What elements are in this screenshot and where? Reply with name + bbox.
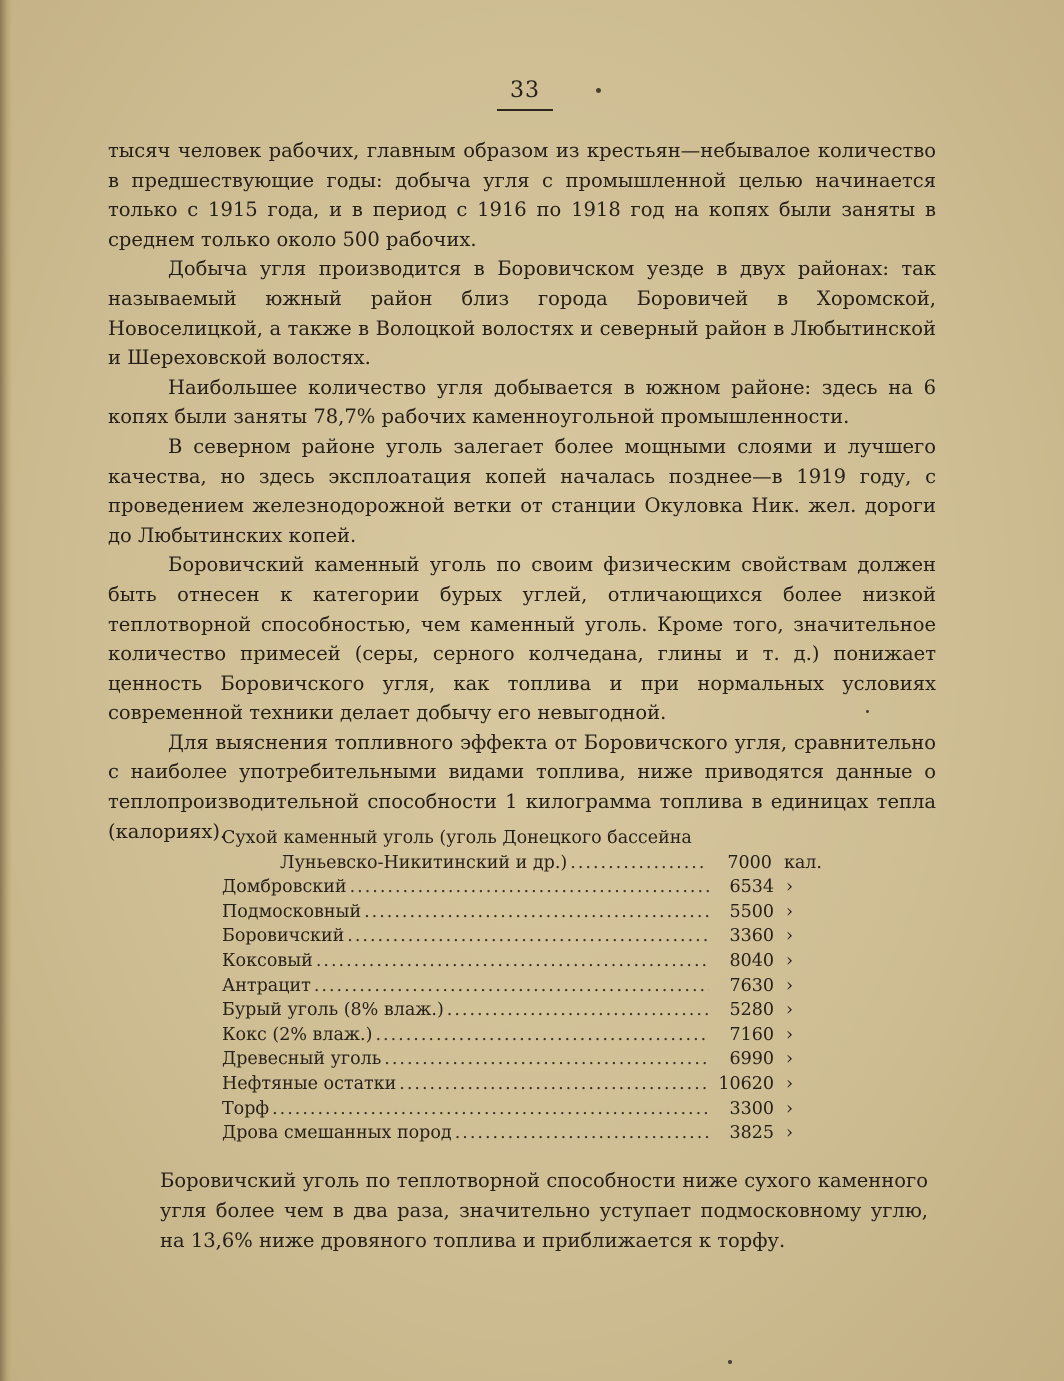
ditto-mark: › [786,1024,793,1045]
fuel-name: Торф [222,1098,270,1119]
dot-leader [447,998,709,1023]
calorie-value: 3825 [729,1123,774,1144]
dot-leader [314,974,709,999]
print-speck [596,88,601,93]
page-number-rule [497,109,553,111]
paragraph: Боровичский каменный уголь по своим физическим свойствам должен быть отнесен к категории бурых углей, отличающихся более низкой теплотворной способностью, чем каменный уголь. Кроме того, значительное количество примесей (серы, серного колчедана, глины и т. д.) понижает ценность Боровичского угля, как топлива и при нормальных условиях современной техники делает добычу его невыгодной. [108,553,936,725]
dot-leader [570,851,707,876]
table-row [222,1072,822,1097]
table-row [222,974,822,999]
calorie-value: 5500 [729,901,774,922]
table-header-text: Сухой каменный уголь (уголь Донецкого бассейна [222,828,692,848]
fuel-name: Домбровский [222,877,347,898]
paragraph: В северном районе уголь залегает более мощными слоями и лучшего качества, но здесь эксплоатация копей началась позднее—в 1919 году, с проведением железнодорожной ветки от станции Окуловка Ник. жел. дороги до Любытинских копей. [108,434,936,547]
fuel-name: Бурый уголь (8% влаж.) [222,1000,444,1021]
table-row [222,1047,822,1072]
ditto-mark: › [786,1098,793,1119]
table-row [222,875,822,900]
calorie-value: 8040 [729,950,774,971]
dot-leader [399,1072,709,1097]
calorie-value: 3360 [729,926,774,947]
fuel-name: Луньевско-Никитинский и др.) [280,852,568,873]
calorie-value: 7000 [727,852,772,873]
ditto-mark: › [786,877,793,898]
fuel-name: Дрова смешанных пород [222,1123,452,1144]
unit-label: кал. [783,852,822,873]
table-row [222,998,822,1023]
calorie-value: 6990 [729,1049,774,1070]
ditto-mark: › [786,1073,793,1094]
print-speck [866,710,869,713]
ditto-mark: › [786,1049,793,1070]
paragraph: Добыча угля производится в Боровичском уезде в двух районах: так называемый южный район близ города Боровичей в Хоромской, Новоселицкой, а также в Волоцкой волостях и северный район в Любытинской и Шереховской волостях. [108,257,936,370]
calorie-value: 7160 [729,1024,774,1045]
fuel-name: Нефтяные остатки [222,1073,397,1094]
paragraph: Наибольшее количество угля добывается в южном районе: здесь на 6 копях были заняты 78,7% рабочих каменноугольной промышленности. [108,375,936,429]
dot-leader [375,1023,709,1048]
ditto-mark: › [786,926,793,947]
body-text [108,136,936,846]
page-number: 33 [510,78,540,103]
closing-text [160,1166,928,1256]
table-row [222,851,822,876]
ditto-mark: › [786,950,793,971]
fuel-name: Боровичский [222,926,345,947]
calorie-value: 10620 [718,1073,774,1094]
print-speck [728,1360,732,1364]
table-row [222,949,822,974]
paragraph: Боровичский уголь по теплотворной способности ниже сухого каменного угля более чем в два раза, значительно уступает подмосковному углю, на 13,6% ниже дровяного топлива и приближается к торфу. [160,1169,928,1252]
ditto-mark: › [786,1123,793,1144]
paragraph: Для выяснения топливного эффекта от Боровичского угля, сравнительно с наиболее употребительными видами топлива, ниже приводятся данные о теплопроизводительной способности 1 килограмма топлива в единицах тепла (калориях). [108,730,936,843]
calorie-value: 6534 [729,877,774,898]
dot-leader [364,900,709,925]
dot-leader [347,924,709,949]
dot-leader [384,1047,709,1072]
fuel-name: Коксовый [222,950,313,971]
table-header-row [222,826,822,851]
dot-leader [272,1097,709,1122]
table-row [222,1023,822,1048]
ditto-mark: › [786,1000,793,1021]
fuel-name: Кокс (2% влаж.) [222,1024,373,1045]
table-row [222,900,822,925]
fuel-name: Антрацит [222,975,311,996]
table-row [222,1121,822,1146]
page-number-block [497,78,553,111]
ditto-mark: › [786,901,793,922]
calorie-value: 7630 [729,975,774,996]
fuel-name: Подмосковный [222,901,362,922]
fuel-name: Древесный уголь [222,1049,382,1070]
binding-edge [0,0,12,1381]
dot-leader [350,875,709,900]
table-row [222,924,822,949]
calorie-table [222,826,822,1146]
calorie-value: 5280 [729,1000,774,1021]
calorie-value: 3300 [729,1098,774,1119]
ditto-mark: › [786,975,793,996]
paragraph: тысяч человек рабочих, главным образом из крестьян—небывалое количество в предшествующие годы: добыча угля с промышленной целью начинается только с 1915 года, и в период с 1916 по 1918 год на копях были заняты в среднем только около 500 рабочих. [108,139,936,251]
dot-leader [316,949,709,974]
dot-leader [455,1121,709,1146]
table-row [222,1097,822,1122]
